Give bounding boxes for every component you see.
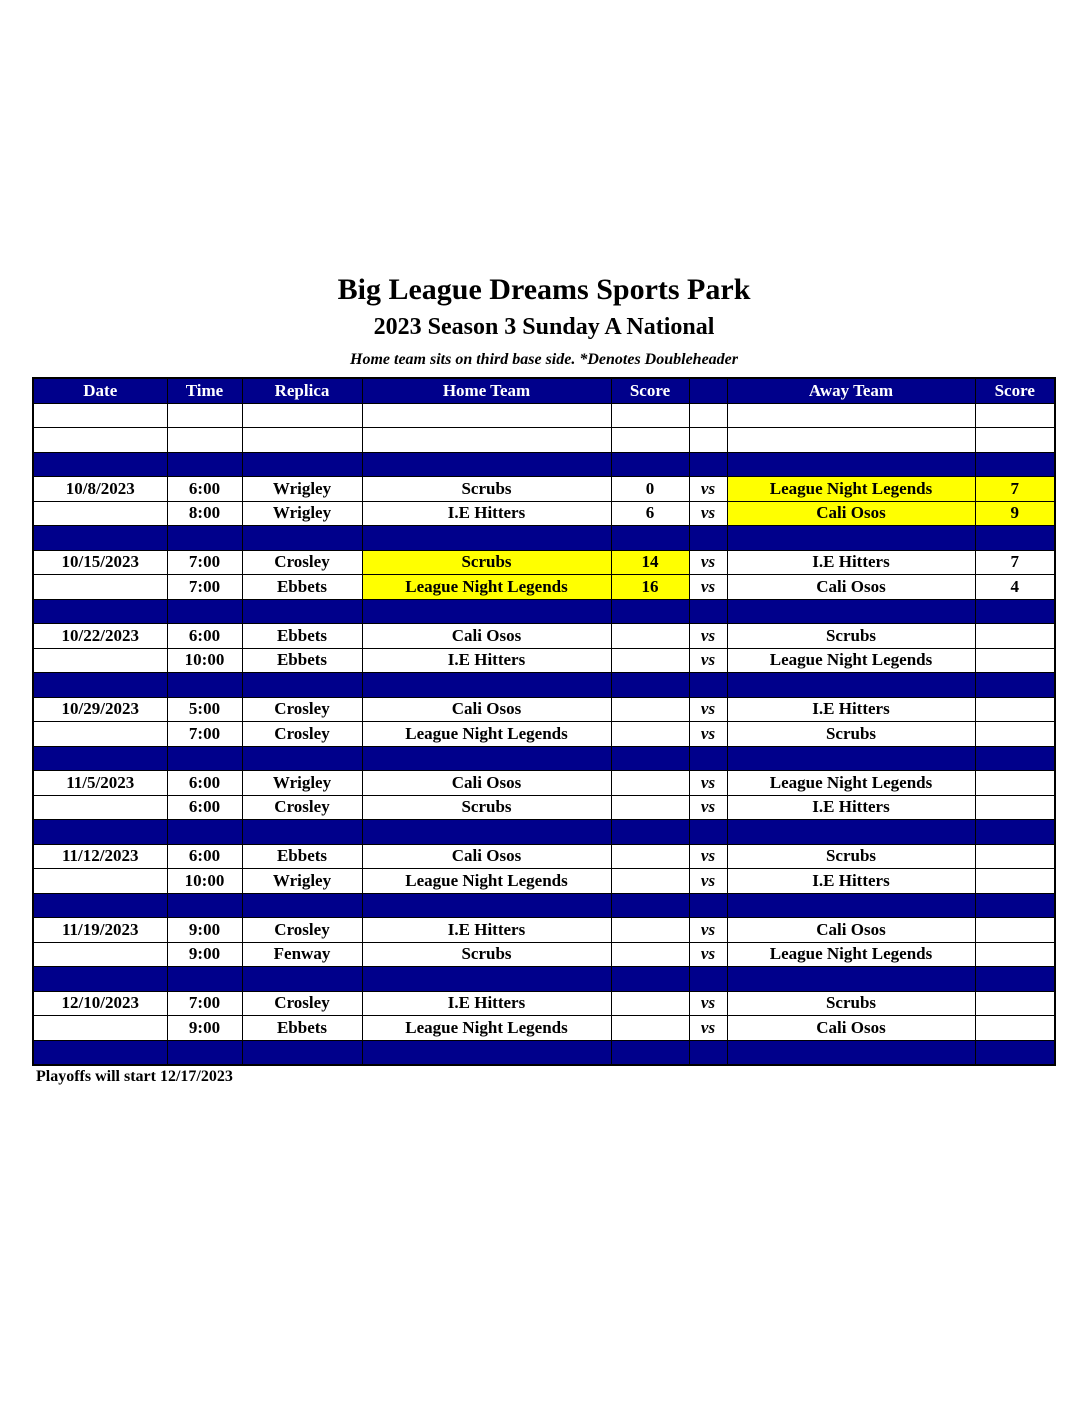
header-date: Date (33, 378, 167, 403)
vs-cell: vs (689, 648, 727, 673)
away-score-cell: 9 (975, 501, 1055, 526)
home-score-cell (611, 869, 689, 894)
home-score-cell (611, 403, 689, 428)
header-vs (689, 378, 727, 403)
vs-cell: vs (689, 1016, 727, 1041)
away-score-cell (975, 746, 1055, 771)
time-cell: 8:00 (167, 501, 242, 526)
away-score-cell (975, 526, 1055, 551)
away-score-cell (975, 942, 1055, 967)
replica-cell: Ebbets (242, 624, 362, 649)
replica-cell (242, 599, 362, 624)
replica-cell: Wrigley (242, 501, 362, 526)
away-team-cell (727, 820, 975, 845)
date-cell (33, 967, 167, 992)
away-team-cell: I.E Hitters (727, 550, 975, 575)
vs-cell: vs (689, 918, 727, 943)
time-cell (167, 599, 242, 624)
week-separator-row (33, 599, 1055, 624)
away-team-cell: Scrubs (727, 991, 975, 1016)
home-team-cell (362, 599, 611, 624)
away-team-cell (727, 1040, 975, 1065)
week-separator-row (33, 820, 1055, 845)
home-team-cell: Cali Osos (362, 844, 611, 869)
time-cell (167, 428, 242, 453)
blank-row (33, 428, 1055, 453)
replica-cell (242, 967, 362, 992)
home-team-cell: Scrubs (362, 477, 611, 502)
blank-row (33, 403, 1055, 428)
vs-cell: vs (689, 869, 727, 894)
vs-cell (689, 526, 727, 551)
home-score-cell (611, 844, 689, 869)
away-team-cell (727, 673, 975, 698)
replica-cell: Ebbets (242, 648, 362, 673)
week-separator-row (33, 893, 1055, 918)
home-score-cell: 16 (611, 575, 689, 600)
date-cell (33, 942, 167, 967)
date-cell (33, 722, 167, 747)
time-cell: 6:00 (167, 844, 242, 869)
home-score-cell (611, 722, 689, 747)
game-row (33, 624, 1055, 649)
home-team-cell (362, 893, 611, 918)
date-cell: 12/10/2023 (33, 991, 167, 1016)
vs-cell (689, 820, 727, 845)
home-score-cell (611, 967, 689, 992)
home-team-cell: League Night Legends (362, 722, 611, 747)
home-team-cell (362, 820, 611, 845)
vs-cell (689, 452, 727, 477)
home-score-cell (611, 918, 689, 943)
replica-cell: Crosley (242, 697, 362, 722)
away-score-cell (975, 624, 1055, 649)
away-score-cell (975, 1016, 1055, 1041)
vs-cell: vs (689, 501, 727, 526)
time-cell (167, 967, 242, 992)
replica-cell: Ebbets (242, 844, 362, 869)
date-cell (33, 673, 167, 698)
away-team-cell: Scrubs (727, 844, 975, 869)
home-score-cell (611, 795, 689, 820)
game-row (33, 869, 1055, 894)
header-time: Time (167, 378, 242, 403)
date-cell (33, 869, 167, 894)
away-score-cell (975, 991, 1055, 1016)
away-team-cell: Cali Osos (727, 1016, 975, 1041)
home-score-cell (611, 624, 689, 649)
game-row (33, 477, 1055, 502)
home-team-cell (362, 452, 611, 477)
game-row (33, 575, 1055, 600)
page-note: Home team sits on third base side. *Denotes Doubleheader (350, 351, 738, 368)
vs-cell: vs (689, 991, 727, 1016)
home-score-cell: 6 (611, 501, 689, 526)
game-row (33, 648, 1055, 673)
replica-cell: Crosley (242, 991, 362, 1016)
date-cell: 11/5/2023 (33, 771, 167, 796)
game-row (33, 942, 1055, 967)
vs-cell (689, 893, 727, 918)
date-cell (33, 795, 167, 820)
replica-cell: Fenway (242, 942, 362, 967)
date-cell: 10/15/2023 (33, 550, 167, 575)
away-team-cell: Cali Osos (727, 501, 975, 526)
replica-cell (242, 526, 362, 551)
away-score-cell (975, 648, 1055, 673)
vs-cell: vs (689, 477, 727, 502)
home-team-cell: League Night Legends (362, 869, 611, 894)
time-cell: 10:00 (167, 648, 242, 673)
replica-cell: Crosley (242, 795, 362, 820)
time-cell: 6:00 (167, 624, 242, 649)
time-cell: 7:00 (167, 722, 242, 747)
date-cell (33, 428, 167, 453)
away-score-cell (975, 697, 1055, 722)
playoffs-note: Playoffs will start 12/17/2023 (36, 1068, 233, 1085)
away-score-cell (975, 844, 1055, 869)
vs-cell (689, 599, 727, 624)
away-team-cell: League Night Legends (727, 648, 975, 673)
home-score-cell (611, 893, 689, 918)
vs-cell: vs (689, 697, 727, 722)
home-team-cell: I.E Hitters (362, 991, 611, 1016)
date-cell (33, 820, 167, 845)
home-score-cell (611, 746, 689, 771)
header-home-score: Score (611, 378, 689, 403)
week-separator-row (33, 967, 1055, 992)
date-cell (33, 575, 167, 600)
time-cell: 6:00 (167, 795, 242, 820)
replica-cell: Crosley (242, 918, 362, 943)
away-team-cell (727, 893, 975, 918)
home-team-cell (362, 1040, 611, 1065)
header-away-score: Score (975, 378, 1055, 403)
away-score-cell: 7 (975, 477, 1055, 502)
away-team-cell (727, 746, 975, 771)
time-cell: 10:00 (167, 869, 242, 894)
schedule-table (32, 377, 1056, 1066)
home-score-cell (611, 673, 689, 698)
date-cell: 10/29/2023 (33, 697, 167, 722)
away-team-cell (727, 403, 975, 428)
date-cell (33, 452, 167, 477)
replica-cell: Crosley (242, 550, 362, 575)
game-row (33, 501, 1055, 526)
week-separator-row (33, 673, 1055, 698)
game-row (33, 844, 1055, 869)
time-cell (167, 746, 242, 771)
game-row (33, 697, 1055, 722)
away-score-cell (975, 893, 1055, 918)
vs-cell (689, 967, 727, 992)
home-team-cell (362, 673, 611, 698)
date-cell: 11/12/2023 (33, 844, 167, 869)
home-score-cell: 0 (611, 477, 689, 502)
replica-cell (242, 820, 362, 845)
vs-cell (689, 673, 727, 698)
away-score-cell (975, 967, 1055, 992)
home-team-cell: Cali Osos (362, 697, 611, 722)
date-cell: 11/19/2023 (33, 918, 167, 943)
replica-cell (242, 403, 362, 428)
home-score-cell (611, 599, 689, 624)
date-cell (33, 501, 167, 526)
header-home-team: Home Team (362, 378, 611, 403)
home-team-cell: Cali Osos (362, 771, 611, 796)
away-score-cell (975, 820, 1055, 845)
home-score-cell (611, 942, 689, 967)
away-score-cell (975, 869, 1055, 894)
game-row (33, 991, 1055, 1016)
replica-cell: Ebbets (242, 1016, 362, 1041)
away-team-cell: I.E Hitters (727, 697, 975, 722)
away-score-cell (975, 722, 1055, 747)
home-score-cell (611, 648, 689, 673)
home-team-cell: League Night Legends (362, 1016, 611, 1041)
date-cell (33, 599, 167, 624)
home-team-cell (362, 526, 611, 551)
away-team-cell: League Night Legends (727, 942, 975, 967)
home-team-cell: I.E Hitters (362, 501, 611, 526)
date-cell (33, 526, 167, 551)
game-row (33, 795, 1055, 820)
home-team-cell: Scrubs (362, 942, 611, 967)
away-team-cell: Scrubs (727, 624, 975, 649)
home-team-cell: Scrubs (362, 550, 611, 575)
page-title: Big League Dreams Sports Park (337, 273, 751, 306)
date-cell (33, 1040, 167, 1065)
home-team-cell (362, 403, 611, 428)
time-cell: 9:00 (167, 942, 242, 967)
time-cell (167, 673, 242, 698)
vs-cell: vs (689, 844, 727, 869)
time-cell (167, 1040, 242, 1065)
home-score-cell (611, 1016, 689, 1041)
time-cell: 7:00 (167, 991, 242, 1016)
away-team-cell (727, 452, 975, 477)
away-team-cell: I.E Hitters (727, 869, 975, 894)
home-score-cell (611, 1040, 689, 1065)
vs-cell (689, 746, 727, 771)
time-cell (167, 452, 242, 477)
date-cell (33, 648, 167, 673)
time-cell: 5:00 (167, 697, 242, 722)
date-cell: 10/8/2023 (33, 477, 167, 502)
time-cell: 7:00 (167, 550, 242, 575)
away-score-cell (975, 795, 1055, 820)
time-cell (167, 526, 242, 551)
away-team-cell: Cali Osos (727, 918, 975, 943)
replica-cell (242, 746, 362, 771)
replica-cell (242, 452, 362, 477)
away-team-cell (727, 967, 975, 992)
home-score-cell (611, 452, 689, 477)
vs-cell: vs (689, 942, 727, 967)
vs-cell: vs (689, 624, 727, 649)
week-separator-row (33, 1040, 1055, 1065)
date-cell (33, 1016, 167, 1041)
week-separator-row (33, 526, 1055, 551)
home-score-cell (611, 526, 689, 551)
page-subtitle: 2023 Season 3 Sunday A National (373, 314, 715, 340)
time-cell (167, 893, 242, 918)
replica-cell (242, 1040, 362, 1065)
replica-cell (242, 673, 362, 698)
header-away-team: Away Team (727, 378, 975, 403)
schedule-body (33, 403, 1055, 1065)
time-cell: 6:00 (167, 771, 242, 796)
vs-cell (689, 1040, 727, 1065)
away-score-cell (975, 452, 1055, 477)
replica-cell: Wrigley (242, 771, 362, 796)
away-score-cell (975, 918, 1055, 943)
away-team-cell: League Night Legends (727, 477, 975, 502)
away-score-cell (975, 673, 1055, 698)
header-replica: Replica (242, 378, 362, 403)
away-team-cell: I.E Hitters (727, 795, 975, 820)
home-team-cell: League Night Legends (362, 575, 611, 600)
home-team-cell (362, 746, 611, 771)
away-team-cell (727, 526, 975, 551)
away-score-cell: 4 (975, 575, 1055, 600)
away-score-cell (975, 428, 1055, 453)
replica-cell (242, 893, 362, 918)
away-score-cell: 7 (975, 550, 1055, 575)
date-cell (33, 403, 167, 428)
away-score-cell (975, 1040, 1055, 1065)
game-row (33, 771, 1055, 796)
home-team-cell: Scrubs (362, 795, 611, 820)
replica-cell: Wrigley (242, 869, 362, 894)
home-score-cell (611, 697, 689, 722)
time-cell: 9:00 (167, 1016, 242, 1041)
game-row (33, 722, 1055, 747)
away-score-cell (975, 771, 1055, 796)
week-separator-row (33, 452, 1055, 477)
vs-cell: vs (689, 575, 727, 600)
away-team-cell: Scrubs (727, 722, 975, 747)
vs-cell (689, 403, 727, 428)
vs-cell: vs (689, 722, 727, 747)
vs-cell: vs (689, 795, 727, 820)
time-cell (167, 820, 242, 845)
time-cell (167, 403, 242, 428)
replica-cell (242, 428, 362, 453)
home-score-cell (611, 991, 689, 1016)
game-row (33, 550, 1055, 575)
date-cell: 10/22/2023 (33, 624, 167, 649)
game-row (33, 1016, 1055, 1041)
home-team-cell: I.E Hitters (362, 918, 611, 943)
away-team-cell (727, 599, 975, 624)
away-team-cell: League Night Legends (727, 771, 975, 796)
time-cell: 6:00 (167, 477, 242, 502)
vs-cell: vs (689, 771, 727, 796)
replica-cell: Crosley (242, 722, 362, 747)
away-team-cell: Cali Osos (727, 575, 975, 600)
home-team-cell: I.E Hitters (362, 648, 611, 673)
home-team-cell: Cali Osos (362, 624, 611, 649)
game-row (33, 918, 1055, 943)
time-cell: 7:00 (167, 575, 242, 600)
home-score-cell (611, 820, 689, 845)
vs-cell: vs (689, 550, 727, 575)
away-score-cell (975, 403, 1055, 428)
date-cell (33, 893, 167, 918)
vs-cell (689, 428, 727, 453)
home-team-cell (362, 428, 611, 453)
date-cell (33, 746, 167, 771)
header-row (33, 378, 1055, 403)
home-score-cell (611, 428, 689, 453)
home-score-cell: 14 (611, 550, 689, 575)
replica-cell: Ebbets (242, 575, 362, 600)
home-team-cell (362, 967, 611, 992)
replica-cell: Wrigley (242, 477, 362, 502)
away-team-cell (727, 428, 975, 453)
away-score-cell (975, 599, 1055, 624)
time-cell: 9:00 (167, 918, 242, 943)
home-score-cell (611, 771, 689, 796)
week-separator-row (33, 746, 1055, 771)
